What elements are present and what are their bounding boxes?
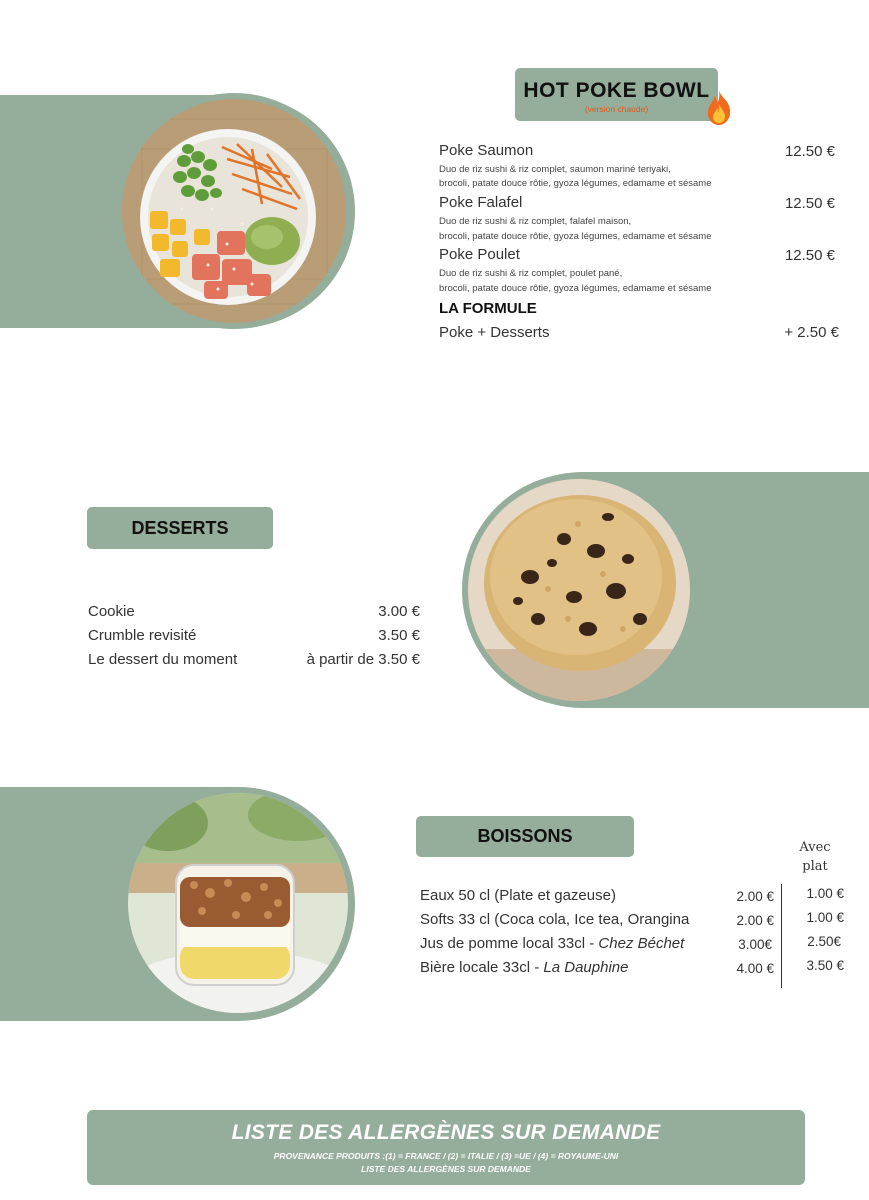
boisson-price-plat: 3.50 € [806, 958, 844, 973]
boisson-item-name [420, 959, 628, 976]
boisson-price: 2.00 € [736, 913, 774, 928]
dessert-item-price: 3.00 € [378, 603, 420, 620]
dessert-item-name: Le dessert du moment [88, 651, 238, 668]
crumble-image [128, 793, 348, 1013]
poke-item-desc: Duo de riz sushi & riz complet, saumon mariné teriyaki, [439, 164, 671, 175]
hot-poke-subtitle: (version chaude) [584, 104, 649, 114]
boissons-title: BOISSONS [477, 826, 573, 846]
poke-item-name: Poke Poulet [439, 246, 520, 263]
poke-item-desc: brocoli, patate douce rôtie, gyoza légumes, edamame et sésame [439, 231, 712, 242]
boisson-name-italic: La Dauphine [543, 959, 629, 976]
desserts-title: DESSERTS [131, 518, 229, 538]
boisson-item-name [420, 887, 616, 904]
boisson-item-name [420, 911, 689, 928]
cookie-image [468, 479, 690, 701]
poke-item-price: 12.50 € [784, 247, 835, 264]
poke-item-desc: brocoli, patate douce rôtie, gyoza légumes, edamame et sésame [439, 178, 712, 189]
fire-icon [703, 88, 735, 126]
poke-item-desc: brocoli, patate douce rôtie, gyoza légumes, edamame et sésame [439, 283, 712, 294]
avec-plat-label [792, 838, 838, 876]
allergens-footer [87, 1110, 805, 1185]
formule-title: LA FORMULE [439, 300, 537, 317]
desserts-title-box [87, 507, 273, 549]
footer-title: LISTE DES ALLERGÈNES SUR DEMANDE [231, 1121, 661, 1144]
avec-plat-line2: plat [802, 859, 828, 874]
boisson-name-text: Eaux 50 cl (Plate et gazeuse) [420, 887, 616, 904]
footer-provenance: PROVENANCE PRODUITS :(1) = FRANCE / (2) = ITALIE / (3) =UE / (4) = ROYAUME-UNI [273, 1151, 619, 1161]
boisson-name-text: Softs 33 cl (Coca cola, Ice tea, Orangina [420, 911, 690, 928]
boisson-price: 2.00 € [736, 889, 774, 904]
boisson-name-italic: Chez Béchet [598, 935, 685, 952]
poke-item-price: 12.50 € [784, 195, 835, 212]
footer-line2: LISTE DES ALLERGÈNES SUR DEMANDE [361, 1164, 531, 1174]
dessert-item-name: Crumble revisité [88, 627, 197, 644]
poke-bowl-photo [122, 99, 346, 323]
hot-poke-title-box [515, 68, 718, 121]
poke-bowl-image [122, 99, 346, 323]
poke-item-name: Poke Saumon [439, 142, 534, 159]
crumble-photo [128, 793, 348, 1013]
boisson-price: 3.00€ [738, 937, 772, 952]
formule-name: Poke + Desserts [439, 324, 550, 341]
dessert-item-name: Cookie [88, 603, 135, 620]
avec-plat-line1: Avec [799, 840, 831, 855]
boisson-price: 4.00 € [736, 961, 774, 976]
boisson-name-text: Bière locale 33cl - [420, 959, 544, 976]
boisson-price-plat: 2.50€ [807, 934, 841, 949]
dessert-item-price: à partir de 3.50 € [306, 651, 420, 668]
poke-item-desc: Duo de riz sushi & riz complet, poulet pané, [439, 268, 623, 279]
boisson-price-plat: 1.00 € [806, 886, 844, 901]
formule-price: + 2.50 € [784, 324, 839, 341]
dessert-item-price: 3.50 € [378, 627, 420, 644]
boissons-divider [781, 884, 782, 988]
poke-item-desc: Duo de riz sushi & riz complet, falafel maison, [439, 216, 632, 227]
poke-item-price: 12.50 € [784, 143, 835, 160]
cookie-photo [468, 479, 690, 701]
boisson-price-plat: 1.00 € [806, 910, 844, 925]
hot-poke-title: HOT POKE BOWL [523, 79, 710, 102]
poke-item-name: Poke Falafel [439, 194, 523, 211]
boisson-item-name [420, 935, 684, 952]
boisson-name-text: Jus de pomme local 33cl - [420, 935, 599, 952]
boissons-title-box [416, 816, 634, 857]
